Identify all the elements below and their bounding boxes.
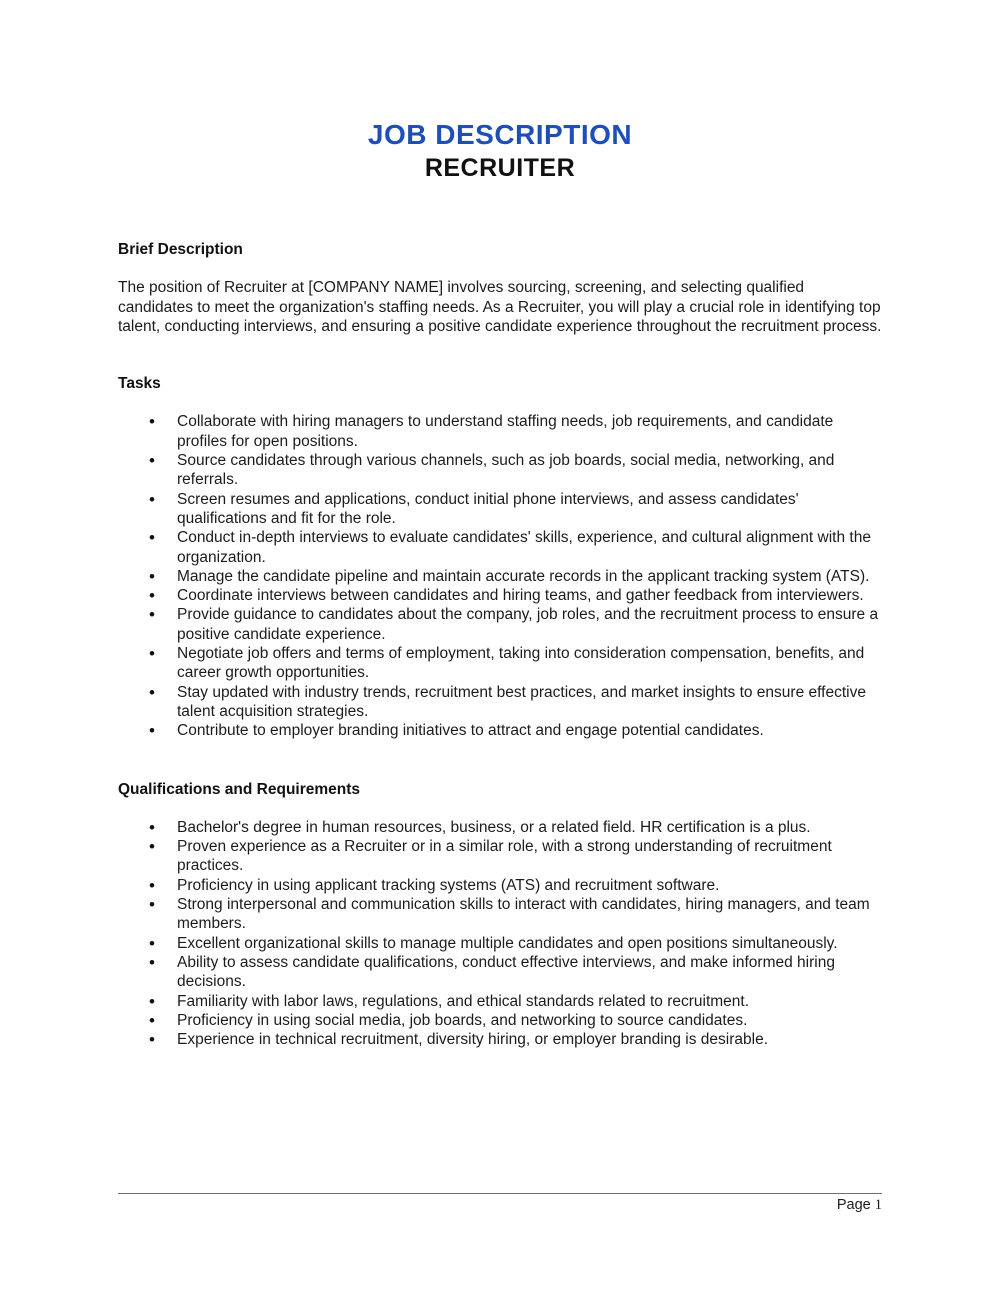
list-item: • Proficiency in using applicant tracking systems (ATS) and recruitment software. [177, 876, 882, 895]
list-item: • Conduct in-depth interviews to evaluate candidates' skills, experience, and cultural alignment with the organization. [177, 528, 882, 567]
document-content [0, 118, 1000, 1049]
list-item: • Strong interpersonal and communication skills to interact with candidates, hiring managers, and team members. [177, 895, 882, 934]
qualifications-heading: Qualifications and Requirements [118, 780, 361, 798]
qualifications-bullet-list [118, 818, 882, 1050]
list-item: • Proven experience as a Recruiter or in a similar role, with a strong understanding of recruitment practices. [177, 837, 882, 876]
brief-description-paragraph: The position of Recruiter at [COMPANY NAME] involves sourcing, screening, and selecting qualified candidates to meet the organization's staffing needs. As a Recruiter, you will play a crucial role in identifying top talent, conducting interviews, and ensuring a positive candidate experience throughout the recruitment process. [118, 279, 882, 335]
tasks-heading: Tasks [118, 375, 161, 393]
list-item: • Manage the candidate pipeline and maintain accurate records in the applicant tracking system (ATS). [177, 567, 882, 586]
list-item: • Coordinate interviews between candidates and hiring teams, and gather feedback from interviewers. [177, 586, 882, 605]
tasks-bullet-list [118, 412, 882, 740]
page-footer [118, 1193, 882, 1214]
page-label: Page [836, 1197, 875, 1213]
list-item: • Screen resumes and applications, conduct initial phone interviews, and assess candidates' qualifications and fit for the role. [177, 490, 882, 529]
brief-description-heading: Brief Description [118, 241, 243, 258]
list-item: • Contribute to employer branding initiatives to attract and engage potential candidates. [177, 721, 882, 740]
list-item: • Familiarity with labor laws, regulations, and ethical standards related to recruitment. [177, 992, 882, 1011]
list-item: • Proficiency in using social media, job boards, and networking to source candidates. [177, 1011, 882, 1030]
page-number: 1 [874, 1197, 882, 1213]
list-item: • Bachelor's degree in human resources, business, or a related field. HR certification is a plus. [177, 818, 882, 837]
document-subtitle: RECRUITER [424, 154, 576, 182]
document-title: JOB DESCRIPTION [367, 119, 633, 150]
list-item: • Negotiate job offers and terms of employment, taking into consideration compensation, benefits, and career growth opportunities. [177, 644, 882, 683]
list-item: • Provide guidance to candidates about the company, job roles, and the recruitment process to ensure a positive candidate experience. [177, 605, 882, 644]
list-item: • Experience in technical recruitment, diversity hiring, or employer branding is desirable. [177, 1030, 882, 1049]
list-item: • Excellent organizational skills to manage multiple candidates and open positions simultaneously. [177, 934, 882, 953]
list-item: • Ability to assess candidate qualifications, conduct effective interviews, and make informed hiring decisions. [177, 953, 882, 992]
list-item: • Collaborate with hiring managers to understand staffing needs, job requirements, and candidate profiles for open positions. [177, 412, 882, 451]
list-item: • Source candidates through various channels, such as job boards, social media, networking, and referrals. [177, 451, 882, 490]
list-item: • Stay updated with industry trends, recruitment best practices, and market insights to ensure effective talent acquisition strategies. [177, 683, 882, 722]
